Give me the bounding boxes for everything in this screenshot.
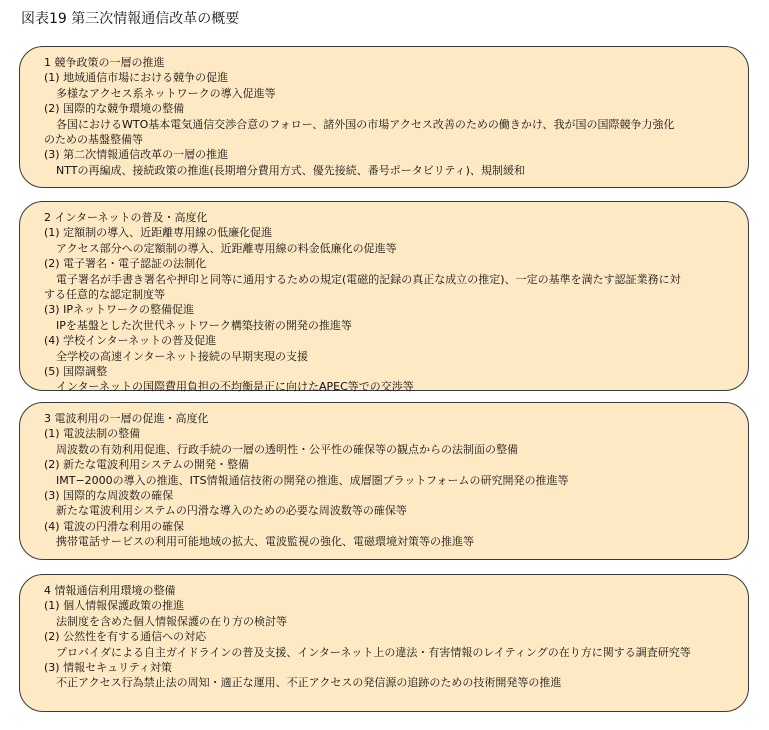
section-heading-line: (1) 定額制の導入、近距離専用線の低廉化促進 (44, 226, 273, 240)
section-detail-line: インターネットの国際費用負担の不均衡是正に向けたAPEC等での交渉等 (56, 380, 414, 394)
section-heading-line: 3 電波利用の一層の促進・高度化 (44, 412, 209, 425)
section-detail-line: 各国におけるWTO基本電気通信交渉合意のフォロー、諸外国の市場アクセス改善のための働きかけ、我が国の国際競争力強化 (56, 117, 675, 131)
section-detail-line: 携帯電話サービスの利用可能地域の拡大、電波監視の強化、電磁環境対策等の推進等 (56, 535, 474, 549)
section-heading-line: (3) IPネットワークの整備促進 (44, 303, 194, 317)
section-heading-line: (2) 新たな電波利用システムの開発・整備 (44, 458, 249, 472)
section-detail-line: プロバイダによる自主ガイドラインの普及支援、インターネット上の違法・有害情報のレイティングの在り方に関する調査研究等 (56, 645, 691, 659)
section-detail-line: IMT−2000の導入の推進、ITS情報通信技術の開発の推進、成層圏プラットフォームの研究開発の推進等 (56, 473, 569, 487)
section-heading-line: する任意的な認定制度等 (44, 288, 165, 302)
section-heading-line: 1 競争政策の一層の推進 (44, 56, 165, 69)
section-heading-line: (1) 地域通信市場における競争の促進 (44, 71, 229, 85)
page-title: 図表19 第三次情報通信改革の概要 (21, 11, 240, 27)
section-heading-line: (4) 学校インターネットの普及促進 (44, 334, 217, 348)
section-heading-line: (4) 電波の円滑な利用の確保 (44, 519, 185, 533)
section-heading-line: (3) 情報セキュリティ対策 (44, 661, 172, 675)
section-competition-policy (19, 46, 749, 188)
section-detail-line: アクセス部分への定額制の導入、近距離専用線の料金低廉化の促進等 (56, 241, 397, 255)
section-heading-line: (1) 電波法制の整備 (44, 427, 141, 441)
section-detail-line: 多様なアクセス系ネットワークの導入促進等 (56, 86, 276, 100)
section-heading-line: のための基盤整備等 (44, 133, 143, 147)
section-heading-line: (3) 第二次情報通信改革の一層の推進 (44, 148, 229, 162)
section-heading-line: (2) 国際的な競争環境の整備 (44, 102, 185, 116)
section-heading-line: 2 インターネットの普及・高度化 (44, 211, 208, 224)
section-heading-line: (3) 国際的な周波数の確保 (44, 489, 174, 503)
section-usage-environment (19, 574, 749, 712)
section-detail-line: 不正アクセス行為禁止法の周知・適正な運用、不正アクセスの発信源の追跡のための技術開発等の推進 (56, 676, 562, 690)
section-detail-line: 全学校の高速インターネット接続の早期実現の支援 (56, 349, 309, 363)
section-heading-line: (5) 国際調整 (44, 365, 108, 379)
section-heading-line: (2) 電子署名・電子認証の法制化 (44, 257, 207, 271)
section-detail-line: 電子署名が手書き署名や押印と同等に通用するための規定(電磁的記録の真正な成立の推定)、一定の基準を満たす認証業務に対 (56, 272, 681, 286)
section-radio (19, 402, 749, 560)
section-internet (19, 201, 749, 394)
section-detail-line: 周波数の有効利用促進、行政手続の一層の透明性・公平性の確保等の観点からの法制面の整備 (56, 442, 518, 456)
section-heading-line: (1) 個人情報保護政策の推進 (44, 599, 185, 613)
section-heading-line: (2) 公然性を有する通信への対応 (44, 630, 207, 644)
section-detail-line: 新たな電波利用システムの円滑な導入のための必要な周波数等の確保等 (56, 504, 407, 518)
section-detail-line: IPを基盤とした次世代ネットワーク構築技術の開発の推進等 (56, 318, 352, 332)
section-heading-line: 4 情報通信利用環境の整備 (44, 584, 176, 597)
section-detail-line: 法制度を含めた個人情報保護の在り方の検討等 (56, 614, 287, 628)
section-detail-line: NTTの再編成、接続政策の推進(長期増分費用方式、優先接続、番号ポータビリティ)、規制緩和 (56, 163, 525, 177)
